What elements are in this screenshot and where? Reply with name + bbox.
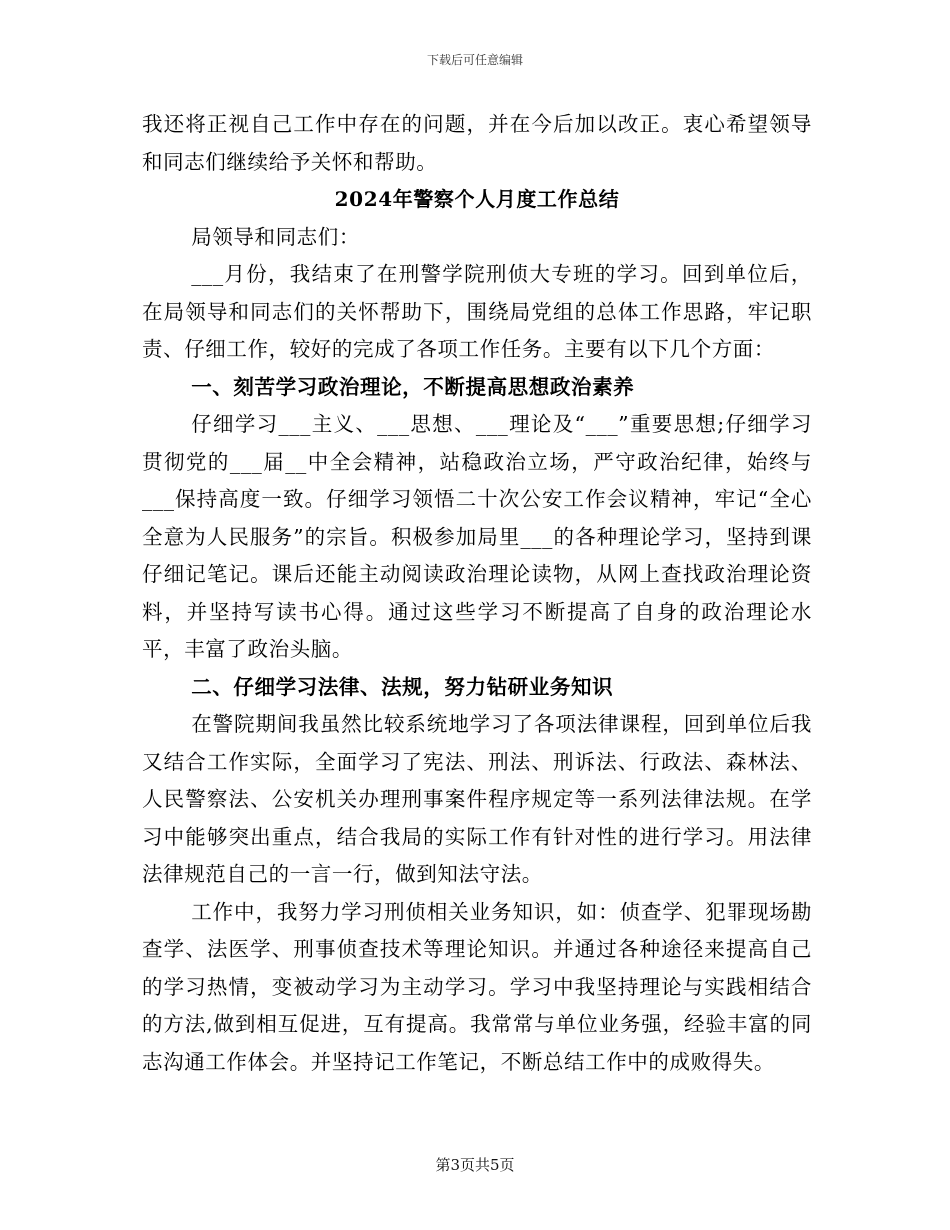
document-title: 2024年警察个人月度工作总结 bbox=[334, 187, 620, 211]
paragraph-2: 仔细学习___主义、___思想、___理论及“___”重要思想;仔细学习贯彻党的___届__中全会精神，站稳政治立场，严守政治纪律，始终与___保持高度一致。仔细学习领悟二十次公安工作会议精神，牢记“全心全意为人民服务”的宗旨。积极参加局里___的各种理论学习，坚持到课仔细记笔记。课后还能主动阅读政治理论读物，从网上查找政治理论资料，并坚持写读书心得。通过这些学习不断提高了自身的政治理论水平，丰富了政治头脑。 bbox=[142, 412, 812, 661]
paragraph-1: ___月份，我结束了在刑警学院刑侦大专班的学习。回到单位后，在局领导和同志们的关怀帮助下，围绕局党组的总体工作思路，牢记职责、仔细工作，较好的完成了各项工作任务。主要有以下几个方面： bbox=[142, 262, 812, 361]
intro-paragraph: 我还将正视自己工作中存在的问题，并在今后加以改正。衷心希望领导和同志们继续给予关怀和帮助。 bbox=[142, 112, 812, 174]
salutation: 局领导和同志们： bbox=[191, 224, 360, 249]
page-header: 下载后可任意编辑 bbox=[426, 53, 523, 67]
paragraph-3: 在警院期间我虽然比较系统地学习了各项法律课程，回到单位后我又结合工作实际，全面学习了宪法、刑法、刑诉法、行政法、森林法、人民警察法、公安机关办理刑事案件程序规定等一系列法律法规。在学习中能够突出重点，结合我局的实际工作有针对性的进行学习。用法律法律规范自己的一言一行，做到知法守法。 bbox=[142, 712, 812, 886]
section-heading-1: 一、刻苦学习政治理论，不断提高思想政治素养 bbox=[191, 374, 635, 399]
page-number: 第3页共5页 bbox=[435, 1156, 515, 1174]
section-heading-2: 二、仔细学习法律、法规，努力钻研业务知识 bbox=[191, 674, 614, 699]
paragraph-4: 工作中，我努力学习刑侦相关业务知识，如：侦查学、犯罪现场勘查学、法医学、刑事侦查技术等理论知识。并通过各种途径来提高自己的学习热情，变被动学习为主动学习。学习中我坚持理论与实践相结合的方法,做到相互促进，互有提高。我常常与单位业务强，经验丰富的同志沟通工作体会。并坚持记工作笔记，不断总结工作中的成败得失。 bbox=[142, 899, 812, 1074]
document-body bbox=[142, 106, 812, 1081]
